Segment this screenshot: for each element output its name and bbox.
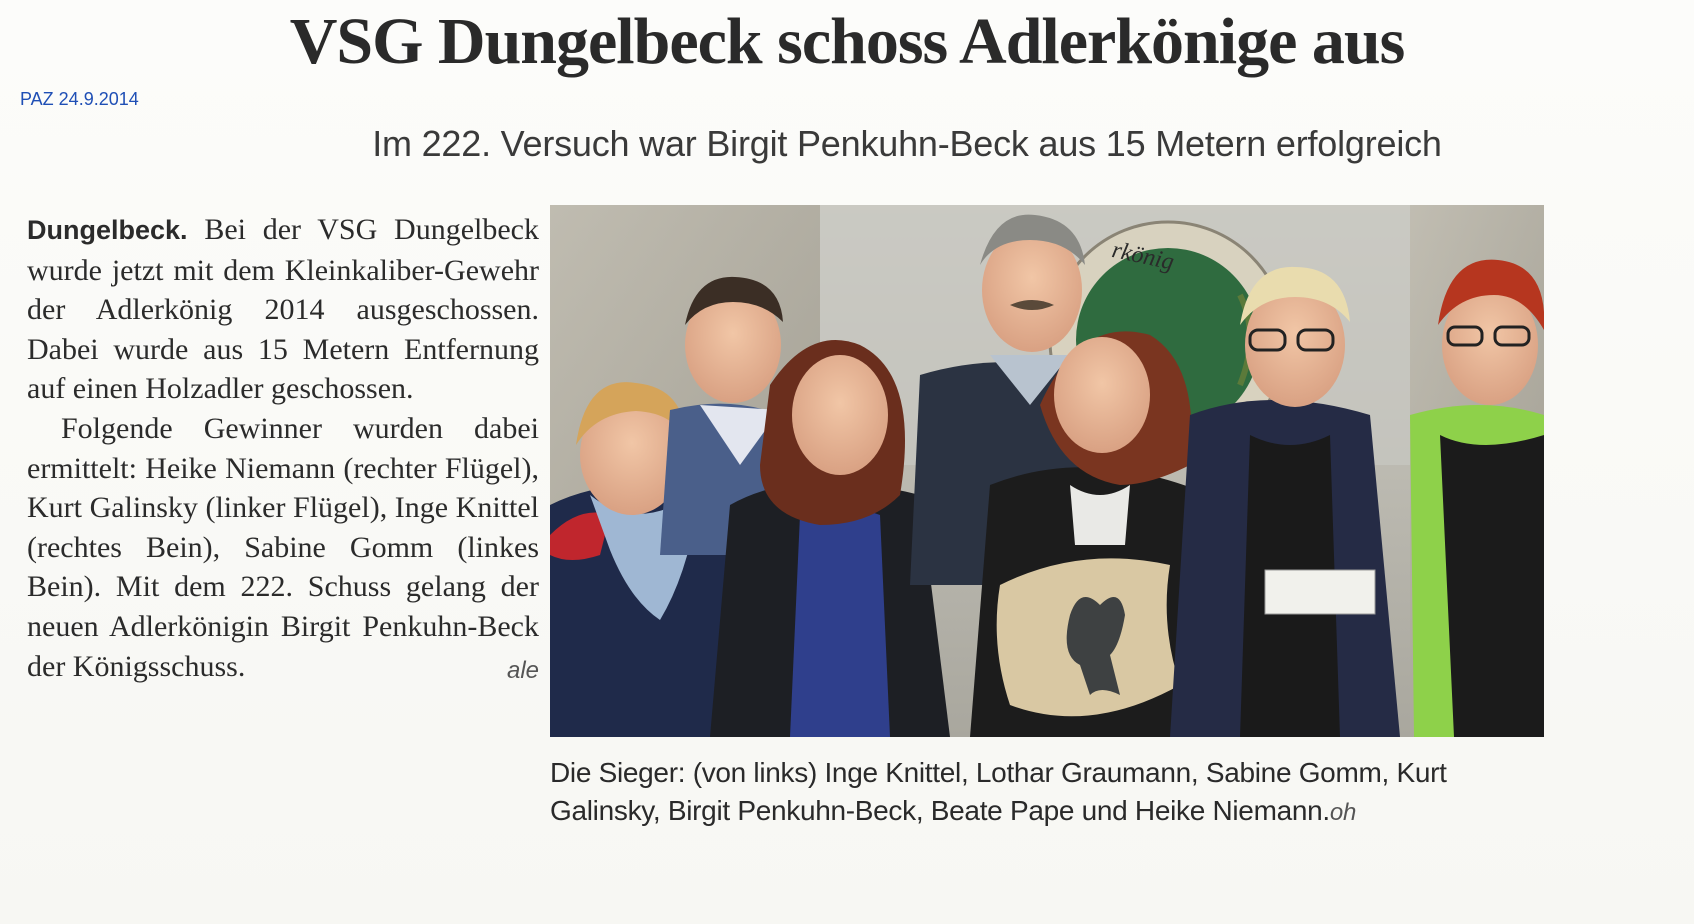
caption-text: Die Sieger: (von links) Inge Knittel, Lothar Graumann, Sabine Gomm, Kurt Galinsky, Birgit Penkuhn-Beck, Beate Pape und Heike Niemann. [550,757,1447,826]
headline: VSG Dungelbeck schoss Adlerkönige aus [289,5,1405,78]
dateline: Dungelbeck. [27,215,188,245]
article-body [27,210,539,690]
group-photo [550,205,1544,737]
photo-caption [550,754,1550,832]
paragraph-1-text: Bei der VSG Dungelbeck wurde jetzt mit dem Kleinkaliber-Gewehr der Adlerkönig 2014 ausgeschossen. Dabei wurde aus 15 Metern Entfernung auf einen Holzadler geschossen. [27,213,539,406]
article-paragraph-2 [27,409,539,686]
subheadline: Im 222. Versuch war Birgit Penkuhn-Beck aus 15 Metern erfolgreich [372,123,1442,164]
source-label: PAZ 24.9.2014 [20,89,139,109]
emblem-text: rkönig [1109,237,1177,276]
paragraph-2-text: Folgende Gewinner wurden dabei ermittelt: Heike Niemann (rechter Flügel), Kurt Galinsky (linker Flügel), Inge Knittel (rechtes Bein), Sabine Gomm (linkes Bein). Mit dem 222. Schuss gelang der neuen Adlerkönigin Birgit Penkuhn-Beck der Königsschuss. [27,411,539,683]
author-initials: ale [506,656,539,684]
article-paragraph-1 [27,210,539,409]
photo-credit: oh [1329,799,1357,826]
